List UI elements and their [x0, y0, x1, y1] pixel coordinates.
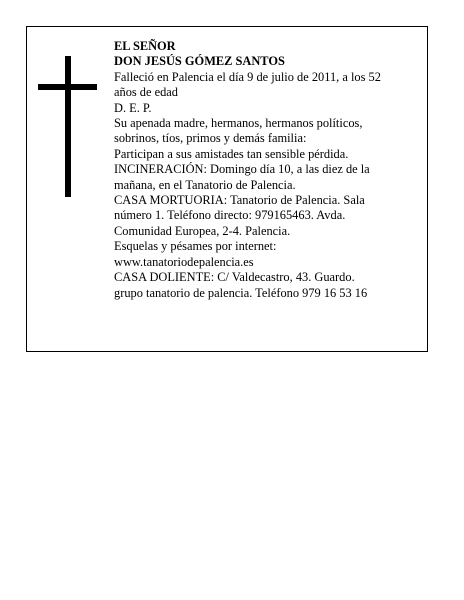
deceased-name: DON JESÚS GÓMEZ SANTOS: [114, 54, 285, 69]
contact-line: grupo tanatorio de palencia. Teléfono 979 16 53 16: [114, 285, 368, 300]
title-line-1: EL SEÑOR: [114, 39, 176, 53]
funeral-home-line-1: CASA MORTUORIA: Tanatorio de Palencia. Sala: [114, 193, 365, 208]
family-line-2: sobrinos, tíos, primos y demás familia:: [114, 131, 307, 146]
cross-icon-crossbar: [38, 84, 97, 90]
family-line-1: Su apenada madre, hermanos, hermanos políticos,: [114, 116, 363, 131]
mourning-house-line: CASA DOLIENTE: C/ Valdecastro, 43. Guardo.: [114, 270, 355, 285]
funeral-home-line-3: Comunidad Europea, 2-4. Palencia.: [114, 223, 291, 238]
age-line: años de edad: [114, 85, 178, 100]
cremation-line-2: mañana, en el Tanatorio de Palencia.: [114, 177, 296, 192]
cremation-line-1: INCINERACIÓN: Domingo día 10, a las diez de la: [114, 162, 370, 177]
cross-icon: [65, 56, 71, 197]
website-line: www.tanatoriodepalencia.es: [114, 254, 254, 269]
announcement-line: Participan a sus amistades tan sensible pérdida.: [114, 146, 349, 161]
rip-line: D. E. P.: [114, 100, 152, 115]
obituary-text: [114, 39, 406, 301]
funeral-home-line-2: número 1. Teléfono directo: 979165463. Avda.: [114, 208, 346, 223]
death-info-line: Falleció en Palencia el día 9 de julio de 2011, a los 52: [114, 69, 381, 84]
condolences-line: Esquelas y pésames por internet:: [114, 239, 277, 254]
